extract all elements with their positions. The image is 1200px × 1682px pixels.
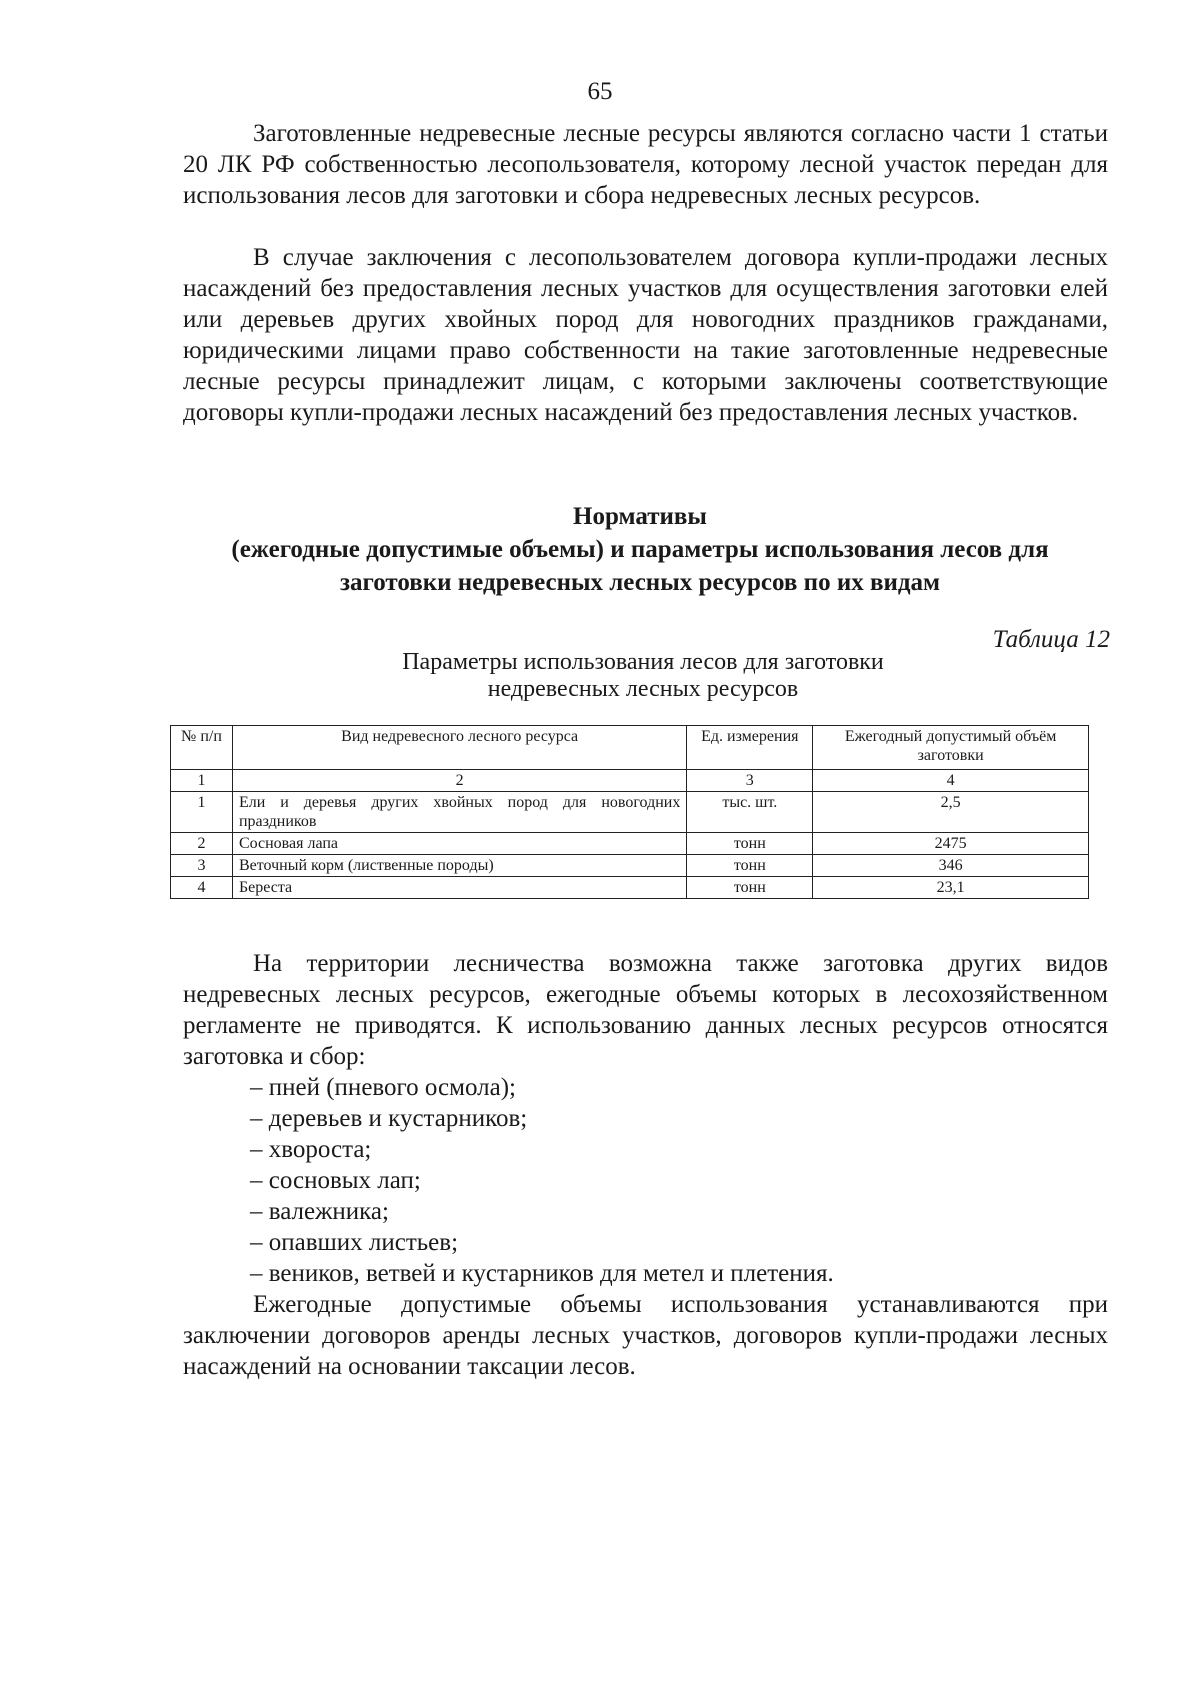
table-row [171, 792, 1089, 833]
header-num: № п/п [171, 726, 233, 770]
list-item: – деревьев и кустарников; [250, 1105, 528, 1132]
row-num: 2 [171, 833, 233, 855]
list-item: – хвороста; [250, 1136, 372, 1163]
list-item: – веников, ветвей и кустарников для метел и плетения. [250, 1260, 834, 1287]
row-unit: тыс. шт. [687, 792, 813, 833]
list-item: – валежника; [250, 1198, 389, 1225]
column-number: 3 [687, 770, 813, 792]
header-type: Вид недревесного лесного ресурса [232, 726, 686, 770]
heading-line-2: (ежегодные допустимые объемы) и параметры использования лесов для [231, 536, 1049, 563]
paragraph-2: В случае заключения с лесопользователем договора купли-продажи лесных насаждений без предоставления лесных участков для осуществления заготовки елей или деревьев других хвойных пород для новогодних праздников гражданами, юридическими лицами право собственности на такие заготовленные недревесные лесные ресурсы принадлежит лицам, с которыми заключены соответствующие договоры купли-продажи лесных насаждений без предоставления лесных участков. [183, 244, 1108, 426]
row-num: 1 [171, 792, 233, 833]
column-number: 1 [171, 770, 233, 792]
table-caption [183, 649, 1103, 703]
row-num: 3 [171, 855, 233, 877]
list-item: – опавших листьев; [250, 1229, 459, 1256]
parameters-table [170, 725, 1089, 899]
row-type: Ели и деревья других хвойных пород для новогодних праздников [232, 792, 686, 833]
section-heading [160, 500, 1120, 599]
table-row [171, 877, 1089, 899]
table-column-number-row [171, 770, 1089, 792]
row-unit: тонн [687, 877, 813, 899]
heading-line-3: заготовки недревесных лесных ресурсов по их видам [339, 569, 941, 596]
table-header-row [171, 726, 1089, 770]
row-unit: тонн [687, 833, 813, 855]
row-type: Сосновая лапа [232, 833, 686, 855]
row-num: 4 [171, 877, 233, 899]
heading-line-1: Нормативы [573, 503, 707, 530]
paragraph-3: На территории лесничества возможна также заготовка других видов недревесных лесных ресурсов, ежегодные объемы которых в лесохозяйственном регламенте не приводятся. К использованию данных лесных ресурсов относятся заготовка и сбор: [183, 950, 1108, 1070]
paragraph-4: Ежегодные допустимые объемы использования устанавливаются при заключении договоров аренды лесных участков, договоров купли-продажи лесных насаждений на основании таксации лесов. [183, 1291, 1108, 1380]
row-type: Береста [232, 877, 686, 899]
row-type: Веточный корм (лиственные породы) [232, 855, 686, 877]
row-volume: 23,1 [813, 877, 1089, 899]
column-number: 4 [813, 770, 1089, 792]
row-unit: тонн [687, 855, 813, 877]
column-number: 2 [232, 770, 686, 792]
table-caption-line-2: недревесных лесных ресурсов [487, 676, 799, 702]
list-item: – пней (пневого осмола); [250, 1074, 516, 1101]
header-unit: Ед. измерения [687, 726, 813, 770]
row-volume: 2475 [813, 833, 1089, 855]
table-number-label: Таблица 12 [992, 626, 1110, 653]
row-volume: 346 [813, 855, 1089, 877]
table-caption-line-1: Параметры использования лесов для заготовки [402, 649, 884, 675]
header-volume: Ежегодный допустимый объём заготовки [813, 726, 1089, 770]
page-number: 65 [587, 78, 613, 105]
table-row [171, 855, 1089, 877]
row-volume: 2,5 [813, 792, 1089, 833]
paragraph-1: Заготовленные недревесные лесные ресурсы являются согласно части 1 статьи 20 ЛК РФ собственностью лесопользователя, которому лесной участок передан для использования лесов для заготовки и сбора недревесных лесных ресурсов. [183, 120, 1108, 209]
list-item: – сосновых лап; [250, 1167, 421, 1194]
table-row [171, 833, 1089, 855]
